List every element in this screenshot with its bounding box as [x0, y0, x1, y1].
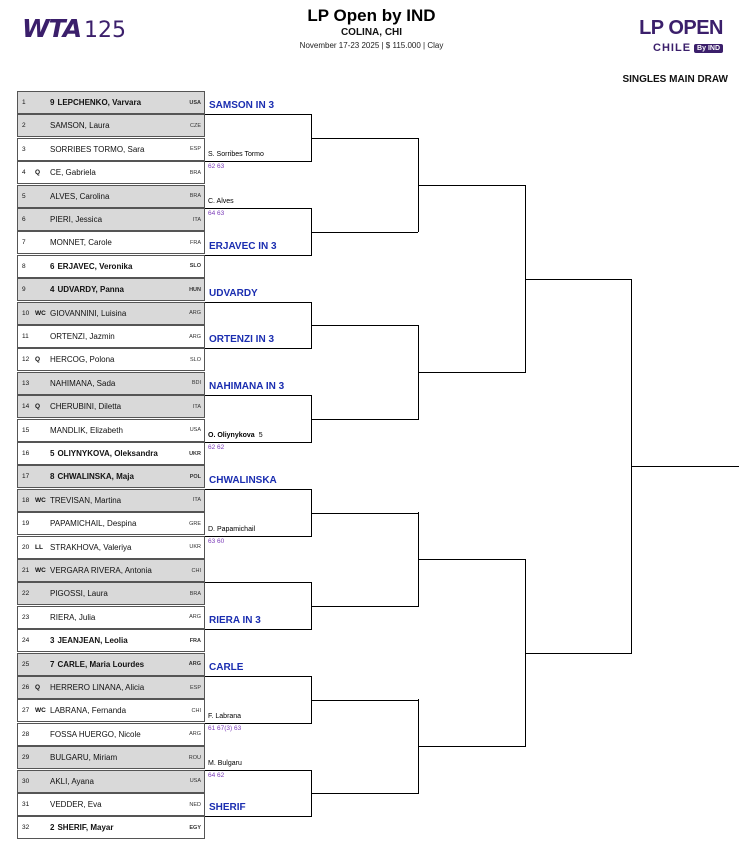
- r2-slot-line: [205, 255, 311, 256]
- draw-position-number: 18: [22, 496, 30, 504]
- r2-winner-name: C. Alves: [208, 198, 234, 205]
- entry-type-label: WC: [35, 309, 46, 317]
- player-name-cell: [50, 238, 181, 247]
- player-name-cell: [50, 823, 181, 832]
- draw-player-row[interactable]: [17, 185, 205, 208]
- draw-position-cell: [18, 193, 50, 200]
- lp-logo-line1: LP OPEN: [639, 17, 723, 39]
- draw-player-row[interactable]: [17, 91, 205, 114]
- draw-player-row[interactable]: [17, 442, 205, 465]
- player-name: CHERUBINI, Diletta: [50, 402, 122, 412]
- draw-position-number: 10: [22, 309, 30, 317]
- draw-position-number: 19: [22, 520, 30, 528]
- player-country: SLO: [189, 356, 201, 363]
- draw-position-cell: [18, 778, 50, 785]
- player-country: GRE: [189, 520, 201, 527]
- entry-type-label: LL: [35, 543, 43, 551]
- player-name: VERGARA RIVERA, Antonia: [50, 566, 152, 575]
- draw-position-cell: [18, 380, 50, 387]
- match-score: 63 60: [208, 538, 225, 545]
- player-name: SORRIBES TORMO, Sara: [50, 144, 145, 154]
- player-name-cell: [50, 121, 181, 130]
- entry-type-label: WC: [35, 567, 46, 574]
- draw-position-number: 4: [22, 169, 26, 177]
- player-name: HERCOG, Polona: [50, 355, 115, 365]
- r2-winner-name-wrap: [208, 713, 241, 720]
- player-name: CARLE, Maria Lourdes: [57, 659, 145, 669]
- player-name: CE, Gabriela: [50, 168, 96, 178]
- player-name: STRAKHOVA, Valeriya: [50, 542, 132, 552]
- draw-position-cell: [18, 216, 50, 223]
- draw-position-number: 6: [22, 216, 26, 223]
- seed-number: 2: [50, 823, 55, 833]
- player-name: SHERIF, Mayar: [57, 823, 114, 833]
- tournament-details: November 17-23 2025 | $ 115.000 | Clay: [299, 41, 444, 50]
- player-name: PAPAMICHAIL, Despina: [50, 519, 137, 529]
- draw-position-cell: [18, 731, 50, 738]
- draw-position-cell: [18, 707, 50, 714]
- r3-slot-line: [311, 138, 418, 139]
- r2-winner-name-wrap: [208, 198, 234, 205]
- draw-position-number: 28: [22, 730, 30, 738]
- player-name-cell: [50, 706, 181, 715]
- draw-position-number: 31: [22, 801, 30, 808]
- player-country: ARG: [189, 333, 201, 340]
- seed-number: 8: [50, 472, 55, 482]
- draw-position-cell: [18, 427, 50, 434]
- player-name-cell: [50, 449, 181, 458]
- draw-player-row[interactable]: [17, 114, 205, 137]
- player-country: ESP: [189, 684, 201, 691]
- r2-slot-line: [205, 302, 311, 303]
- match-score: 64 63: [208, 210, 225, 217]
- player-country: SLO: [189, 263, 201, 270]
- draw-player-row[interactable]: [17, 770, 205, 793]
- draw-player-row[interactable]: [17, 676, 205, 699]
- draw-player-row[interactable]: [17, 559, 205, 582]
- player-name: ERJAVEC, Veronika: [57, 261, 133, 271]
- draw-position-cell: [18, 146, 50, 153]
- seed-number: 9: [50, 98, 55, 107]
- r2-slot-line: [205, 348, 311, 349]
- qf-slot-line: [418, 746, 525, 747]
- seed-number: 4: [50, 285, 55, 295]
- draw-player-row[interactable]: [17, 161, 205, 184]
- draw-position-cell: [18, 801, 50, 808]
- player-name-cell: [50, 800, 181, 809]
- r2-slot-line: [205, 816, 311, 817]
- entry-type-label: WC: [35, 707, 46, 715]
- r3-slot-line: [311, 325, 418, 326]
- r2-winner-name: RIERA IN 3: [209, 615, 261, 626]
- r2-winner-name: ORTENZI IN 3: [209, 334, 275, 345]
- entry-type-label: Q: [35, 356, 41, 364]
- player-name-cell: [50, 379, 181, 388]
- r2-slot-line: [205, 161, 311, 162]
- player-name-cell: [50, 519, 181, 528]
- player-country: ITA: [192, 403, 201, 410]
- draw-player-row[interactable]: [17, 325, 205, 348]
- player-name-cell: [50, 262, 181, 271]
- player-country: UKR: [189, 544, 201, 551]
- player-name: FOSSA HUERGO, Nicole: [50, 729, 141, 739]
- draw-position-number: 7: [22, 239, 26, 247]
- player-name: PIERI, Jessica: [50, 215, 103, 224]
- draw-position-cell: [18, 824, 50, 831]
- r2-winner-name-wrap: [208, 760, 242, 767]
- r3-slot-line: [311, 419, 418, 420]
- draw-player-row[interactable]: [17, 278, 205, 301]
- draw-player-row[interactable]: [17, 512, 205, 535]
- draw-player-row[interactable]: [17, 208, 205, 231]
- r2-winner-name-wrap: [208, 526, 255, 533]
- draw-position-number: 32: [22, 824, 30, 832]
- draw-player-row[interactable]: [17, 816, 205, 839]
- player-country: UKR: [189, 450, 201, 457]
- r2-winner-name: ERJAVEC IN 3: [209, 241, 277, 252]
- player-country: USA: [189, 99, 201, 106]
- draw-position-number: 16: [22, 450, 30, 457]
- player-name-cell: [50, 168, 181, 177]
- player-name-cell: [50, 426, 181, 435]
- player-name: RIERA, Julia: [50, 612, 96, 622]
- draw-position-number: 1: [22, 99, 26, 106]
- draw-position-cell: [18, 286, 50, 293]
- draw-position-cell: [18, 239, 50, 246]
- draw-player-row[interactable]: [17, 419, 205, 442]
- draw-position-number: 17: [22, 473, 30, 481]
- draw-position-cell: [18, 310, 50, 317]
- draw-position-number: 23: [22, 613, 30, 621]
- entry-type-label: Q: [35, 684, 41, 691]
- draw-position-cell: [18, 614, 50, 621]
- draw-player-row[interactable]: [17, 372, 205, 395]
- draw-player-row[interactable]: [17, 302, 205, 325]
- player-country: ROU: [188, 754, 201, 761]
- r2-winner-name: S. Sorribes Tormo: [208, 151, 264, 158]
- draw-position-cell: [18, 544, 50, 551]
- draw-player-row[interactable]: [17, 746, 205, 769]
- player-name: MONNET, Carole: [50, 238, 112, 248]
- tournament-city: COLINA, CHI: [340, 27, 403, 38]
- r3-slot-line: [311, 606, 418, 607]
- draw-player-row[interactable]: [17, 489, 205, 512]
- player-country: ARG: [189, 310, 201, 317]
- player-name-cell: [50, 145, 181, 154]
- draw-player-row[interactable]: [17, 723, 205, 746]
- seed-number: 7: [50, 659, 55, 669]
- draw-position-number: 26: [22, 684, 30, 691]
- player-country: BDI: [191, 380, 201, 387]
- draw-position-number: 9: [22, 286, 26, 294]
- seed-number: 6: [50, 261, 55, 271]
- player-country: CHI: [191, 707, 201, 714]
- r2-slot-line: [205, 442, 311, 443]
- draw-position-cell: [18, 754, 50, 761]
- player-name-cell: [50, 192, 181, 201]
- qf-slot-line: [418, 185, 525, 186]
- draw-position-number: 29: [22, 754, 30, 762]
- r2-winner-name: SHERIF: [209, 802, 246, 813]
- lp-open-logo: [633, 18, 723, 56]
- player-name-cell: [50, 98, 181, 107]
- match-score: 64 62: [208, 772, 225, 779]
- player-name: MANDLIK, Elizabeth: [50, 425, 123, 435]
- player-country: ARG: [188, 661, 201, 668]
- player-country: NED: [189, 801, 201, 808]
- seed-number: 5: [50, 449, 55, 458]
- player-country: CHI: [191, 567, 201, 574]
- draw-position-cell: [18, 637, 50, 644]
- player-name: OLIYNYKOVA, Oleksandra: [57, 449, 158, 458]
- match-score: 62 63: [208, 163, 225, 170]
- player-country: FRA: [189, 637, 201, 644]
- player-name: ORTENZI, Jazmin: [50, 332, 115, 341]
- final-slot-line: [631, 466, 739, 467]
- player-name: CHWALINSKA, Maja: [57, 472, 134, 482]
- player-name: ALVES, Carolina: [50, 191, 110, 201]
- draw-position-cell: [18, 333, 50, 340]
- player-name-cell: [50, 543, 181, 552]
- player-name-cell: [50, 215, 181, 224]
- player-name-cell: [50, 589, 181, 598]
- r2-winner-name: NAHIMANA IN 3: [209, 381, 285, 392]
- draw-player-row[interactable]: [17, 606, 205, 629]
- draw-position-number: 12: [22, 356, 30, 364]
- r2-winner-name: SAMSON IN 3: [209, 100, 275, 111]
- r2-slot-line: [205, 489, 311, 490]
- draw-title: SINGLES MAIN DRAW: [622, 74, 728, 85]
- player-name: JEANJEAN, Leolia: [57, 636, 128, 646]
- r2-winner-name-wrap: [208, 432, 263, 439]
- player-name-cell: [50, 660, 181, 669]
- draw-position-cell: [18, 169, 50, 176]
- draw-position-cell: [18, 684, 50, 691]
- r3-slot-line: [311, 793, 418, 794]
- player-country: ESP: [189, 146, 201, 153]
- r2-slot-line: [205, 629, 311, 630]
- draw-position-number: 21: [22, 567, 30, 574]
- tournament-title: LP Open by IND: [307, 6, 436, 25]
- r2-winner-name: F. Labrana: [208, 713, 242, 720]
- r2-slot-line: [205, 536, 311, 537]
- draw-position-number: 8: [22, 262, 26, 270]
- r3-slot-line: [311, 700, 418, 701]
- draw-player-row[interactable]: [17, 395, 205, 418]
- r2-slot-line: [205, 395, 311, 396]
- draw-position-number: 11: [22, 333, 29, 340]
- r3-slot-line: [311, 232, 418, 233]
- player-country: ITA: [192, 497, 201, 504]
- draw-player-row[interactable]: [17, 793, 205, 816]
- player-name: HERRERO LINANA, Alicia: [50, 683, 145, 692]
- draw-position-number: 2: [22, 122, 26, 130]
- draw-position-cell: [18, 99, 50, 106]
- match-score: 62 62: [208, 444, 225, 451]
- draw-player-row[interactable]: [17, 138, 205, 161]
- r3-slot-line: [311, 513, 418, 514]
- draw-position-cell: [18, 497, 50, 504]
- player-name-cell: [50, 402, 181, 411]
- r2-slot-line: [205, 114, 311, 115]
- player-country: USA: [189, 778, 201, 785]
- r2-slot-line: [205, 723, 311, 724]
- draw-position-cell: [18, 263, 50, 270]
- draw-position-number: 24: [22, 637, 30, 645]
- r2-winner-name: D. Papamichail: [208, 526, 256, 533]
- player-country: EGY: [189, 824, 201, 831]
- draw-position-cell: [18, 450, 50, 457]
- wta-logo-text: WTA: [22, 14, 82, 43]
- player-country: FRA: [190, 239, 201, 246]
- wta-logo-number: 125: [84, 18, 127, 43]
- r2-winner-name: CHWALINSKA: [209, 475, 277, 486]
- r2-winner-name: O. Oliynykova: [208, 432, 255, 439]
- player-name: BULGARU, Miriam: [50, 753, 118, 763]
- draw-position-number: 22: [22, 590, 30, 598]
- match-score: 61 67(3) 63: [208, 725, 242, 732]
- seed-number: 3: [50, 636, 55, 646]
- r2-winner-name: M. Bulgaru: [208, 760, 242, 767]
- draw-player-row[interactable]: [17, 465, 205, 488]
- player-name: LEPCHENKO, Varvara: [57, 98, 142, 107]
- player-name-cell: [50, 683, 181, 692]
- draw-player-row[interactable]: [17, 629, 205, 652]
- r2-winner-name: CARLE: [209, 662, 244, 673]
- r2-winner-seed: 5: [258, 432, 263, 439]
- player-name: PIGOSSI, Laura: [50, 589, 108, 599]
- r2-slot-line: [205, 676, 311, 677]
- player-name-cell: [50, 355, 181, 364]
- r2-slot-line: [205, 582, 311, 583]
- entry-type-label: Q: [35, 403, 41, 411]
- player-name-cell: [50, 613, 181, 622]
- tournament-header: [0, 6, 743, 50]
- player-name: SAMSON, Laura: [50, 121, 110, 131]
- qf-slot-line: [418, 559, 525, 560]
- player-name-cell: [50, 777, 181, 786]
- player-name-cell: [50, 636, 181, 645]
- player-name: VEDDER, Eva: [50, 800, 102, 809]
- player-name: AKLI, Ayana: [50, 776, 94, 786]
- draw-position-number: 5: [22, 192, 26, 200]
- draw-player-row[interactable]: [17, 348, 205, 371]
- player-name-cell: [50, 753, 181, 762]
- draw-position-number: 20: [22, 543, 30, 551]
- player-country: BRA: [189, 169, 201, 176]
- player-country: ARG: [189, 614, 201, 621]
- player-country: BRA: [189, 193, 201, 200]
- player-name-cell: [50, 285, 181, 294]
- player-name-cell: [50, 496, 181, 505]
- player-name: LABRANA, Fernanda: [50, 706, 127, 716]
- draw-player-row[interactable]: [17, 699, 205, 722]
- entry-type-label: WC: [35, 496, 46, 504]
- draw-player-row[interactable]: [17, 231, 205, 254]
- draw-position-cell: [18, 403, 50, 410]
- r2-winner-name-wrap: [208, 151, 264, 158]
- player-country: BRA: [189, 590, 201, 597]
- draw-position-cell: [18, 122, 50, 129]
- draw-player-row[interactable]: [17, 653, 205, 676]
- draw-position-cell: [18, 661, 50, 668]
- draw-position-number: 25: [22, 660, 30, 668]
- r2-slot-line: [205, 208, 311, 209]
- draw-position-number: 3: [22, 145, 26, 153]
- qf-slot-line: [418, 372, 525, 373]
- draw-position-cell: [18, 567, 50, 574]
- draw-position-number: 13: [22, 379, 30, 387]
- draw-player-row[interactable]: [17, 536, 205, 559]
- r2-winner-name: UDVARDY: [209, 288, 258, 299]
- entry-type-label: Q: [35, 169, 41, 177]
- player-name-cell: [50, 566, 181, 575]
- player-country: ITA: [192, 216, 201, 223]
- draw-player-row[interactable]: [17, 582, 205, 605]
- draw-player-row[interactable]: [17, 255, 205, 278]
- player-name-cell: [50, 309, 181, 318]
- lp-logo-line2: CHILE: [653, 42, 692, 54]
- draw-position-cell: [18, 356, 50, 363]
- player-country: ARG: [189, 731, 201, 738]
- draw-position-number: 14: [22, 403, 30, 411]
- player-name: UDVARDY, Panna: [57, 285, 124, 295]
- player-name: NAHIMANA, Sada: [50, 378, 116, 388]
- sf-slot-line: [525, 653, 631, 654]
- draw-position-number: 15: [22, 426, 30, 434]
- draw-position-number: 27: [22, 707, 30, 715]
- r2-slot-line: [205, 770, 311, 771]
- draw-position-cell: [18, 590, 50, 597]
- player-country: HUN: [189, 286, 201, 293]
- draw-position-cell: [18, 473, 50, 480]
- player-name-cell: [50, 332, 181, 341]
- player-name: TREVISAN, Martina: [50, 495, 122, 505]
- player-name-cell: [50, 472, 181, 481]
- lp-logo-badge: By IND: [694, 44, 723, 53]
- player-country: CZE: [190, 122, 201, 129]
- sf-slot-line: [525, 279, 631, 280]
- player-country: POL: [189, 473, 201, 480]
- draw-position-number: 30: [22, 777, 30, 785]
- draw-position-cell: [18, 520, 50, 527]
- player-name: GIOVANNINI, Luisina: [50, 308, 127, 318]
- player-name-cell: [50, 730, 181, 739]
- player-country: USA: [189, 427, 201, 434]
